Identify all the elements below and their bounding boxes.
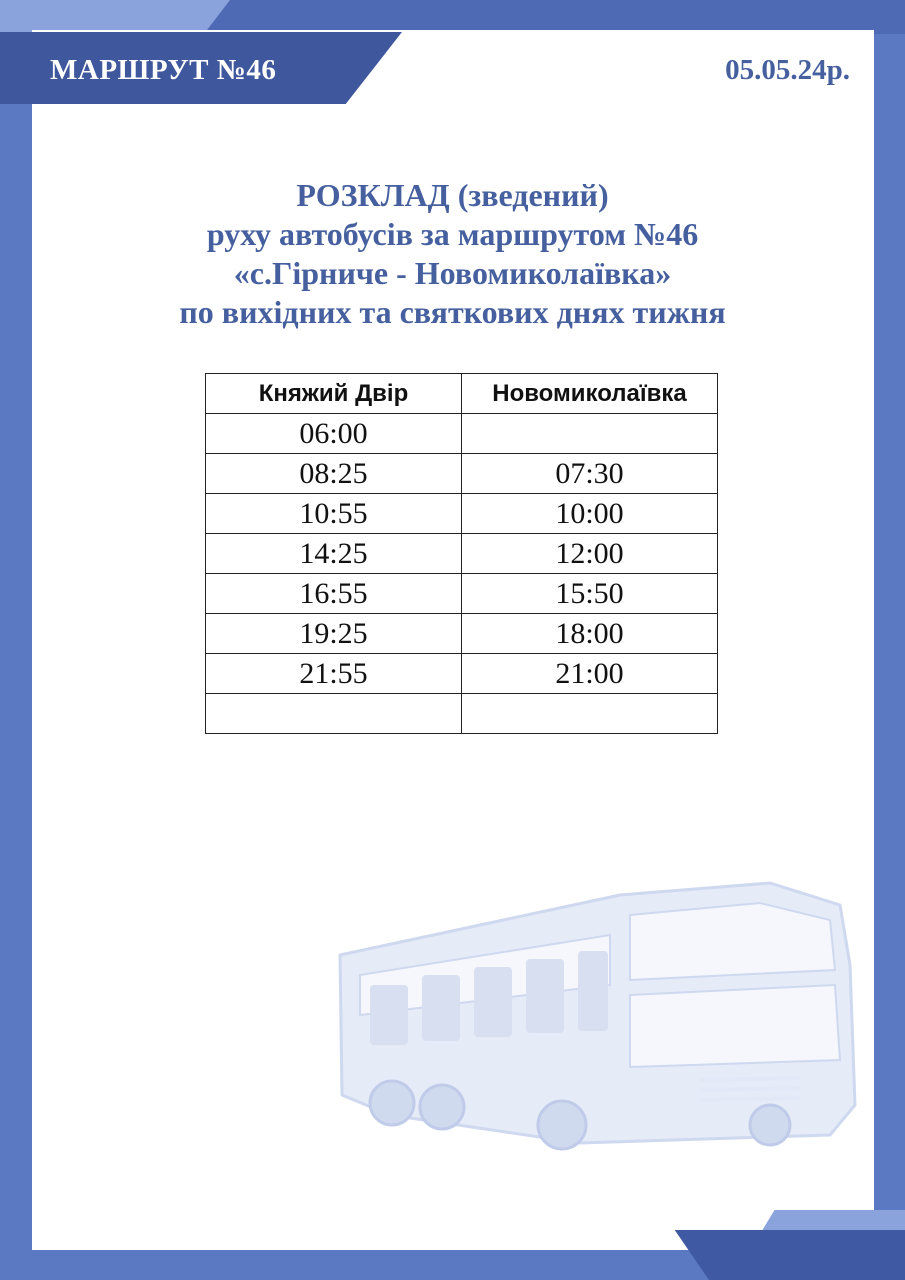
document-date: 05.05.24р. <box>725 54 850 86</box>
departure-time: 10:55 <box>206 494 462 534</box>
bus-icon <box>330 875 870 1175</box>
heading-line: «с.Гірниче - Новомиколаївка» <box>233 255 672 291</box>
table-row <box>206 614 718 654</box>
table-row <box>206 534 718 574</box>
schedule-heading <box>0 176 905 332</box>
departure-time: 19:25 <box>206 614 462 654</box>
departure-time: 16:55 <box>206 574 462 614</box>
departure-time: 18:00 <box>462 614 718 654</box>
departure-time: 21:55 <box>206 654 462 694</box>
table-row <box>206 694 718 734</box>
departure-time: 06:00 <box>206 414 462 454</box>
departure-table <box>205 373 718 734</box>
departure-time: 14:25 <box>206 534 462 574</box>
departure-time: 10:00 <box>462 494 718 534</box>
heading-line: руху автобусів за маршрутом №46 <box>206 216 699 252</box>
heading-line: РОЗКЛАД (зведений) <box>296 177 609 213</box>
table-header-row <box>206 374 718 414</box>
column-header-knyazhyi-dvir: Княжий Двір <box>206 374 462 414</box>
heading-line: по вихідних та святкових днях тижня <box>179 294 726 330</box>
departure-time: 21:00 <box>462 654 718 694</box>
departure-time: 12:00 <box>462 534 718 574</box>
column-header-novomykolaivka: Новомиколаївка <box>462 374 718 414</box>
table-row <box>206 414 718 454</box>
table-row <box>206 654 718 694</box>
table-row <box>206 494 718 534</box>
departure-time: 15:50 <box>462 574 718 614</box>
departure-time <box>462 414 718 454</box>
departure-time <box>462 694 718 734</box>
frame-accent-dark <box>660 1230 905 1280</box>
table-row <box>206 574 718 614</box>
route-number-title: МАРШРУТ №46 <box>50 54 277 86</box>
table-row <box>206 454 718 494</box>
departure-time: 08:25 <box>206 454 462 494</box>
departure-time <box>206 694 462 734</box>
departure-time: 07:30 <box>462 454 718 494</box>
